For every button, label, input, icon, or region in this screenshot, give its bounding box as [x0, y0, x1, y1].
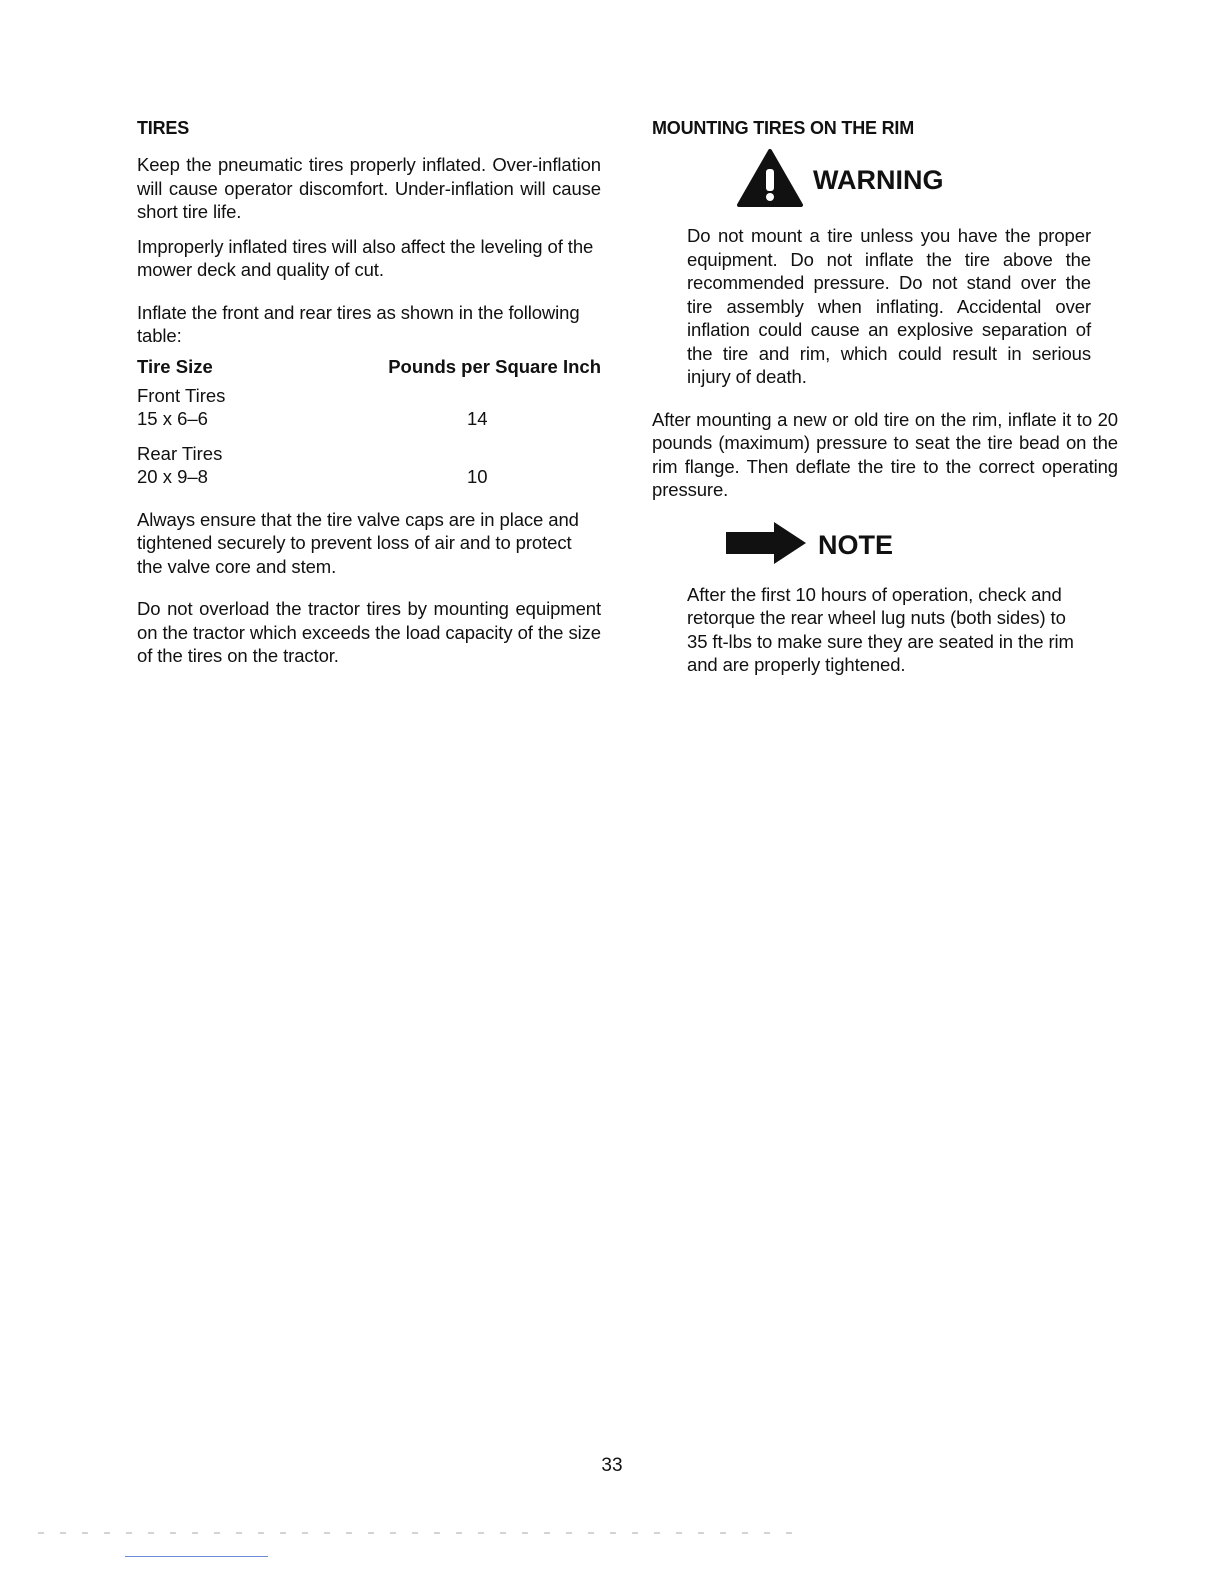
- warning-label: WARNING: [813, 165, 944, 195]
- scan-artifact: [38, 1532, 798, 1534]
- warning-triangle-icon: [735, 147, 805, 214]
- tires-section: [137, 118, 601, 679]
- warning-text: Do not mount a tire unless you have the proper equipment. Do not inflate the tire above the recommended pressure. Do not stand over the tire assembly when inflating. Accidental over inflation could cause an explosive separation of the tire and rim, which could result in serious injury of death.: [687, 225, 1091, 387]
- tire-psi: 14: [467, 408, 488, 429]
- tire-psi: 10: [467, 466, 488, 487]
- paragraph: After mounting a new or old tire on the rim, inflate it to 20 pounds (maximum) pressure to seat the tire bead on the rim flange. Then deflate the tire to the correct operating pressure.: [652, 408, 1118, 500]
- paragraph: Keep the pneumatic tires properly inflated. Over-inflation will cause operator discomfort. Under-inflation will cause short tire life.: [137, 154, 601, 222]
- tire-size: 20 x 9–8: [137, 466, 208, 487]
- tire-table-header: [137, 356, 601, 378]
- note-label: NOTE: [818, 529, 894, 560]
- section-title: MOUNTING TIRES ON THE RIM: [652, 118, 914, 138]
- arrow-right-icon: [724, 518, 810, 573]
- tire-size: 15 x 6–6: [137, 408, 208, 429]
- page-number: 33: [601, 1455, 623, 1476]
- paragraph: Inflate the front and rear tires as shown in the following table:: [137, 301, 580, 346]
- paragraph: Do not overload the tractor tires by mounting equipment on the tractor which exceeds the load capacity of the size of the tires on the tractor.: [137, 598, 601, 666]
- tire-label: Front Tires: [137, 384, 226, 406]
- section-title: TIRES: [137, 118, 190, 138]
- paragraph: Improperly inflated tires will also affect the leveling of the mower deck and quality of cut.: [137, 235, 594, 280]
- tire-row: [137, 442, 601, 489]
- note-text: After the first 10 hours of operation, check and retorque the rear wheel lug nuts (both sides) to 35 ft-lbs to make sure they are seated in the rim and are properly tightened.: [687, 583, 1074, 675]
- scan-artifact-line: [125, 1556, 268, 1557]
- note-callout: [724, 518, 1118, 573]
- tire-row: [137, 384, 601, 431]
- tire-size-header: Tire Size: [137, 355, 213, 377]
- psi-header: Pounds per Square Inch: [388, 355, 601, 377]
- mounting-section: [652, 118, 1118, 688]
- paragraph: Always ensure that the tire valve caps are in place and tightened securely to prevent loss of air and to protect the valve core and stem.: [137, 508, 579, 577]
- warning-callout: [735, 147, 1118, 214]
- tire-label: Rear Tires: [137, 442, 223, 464]
